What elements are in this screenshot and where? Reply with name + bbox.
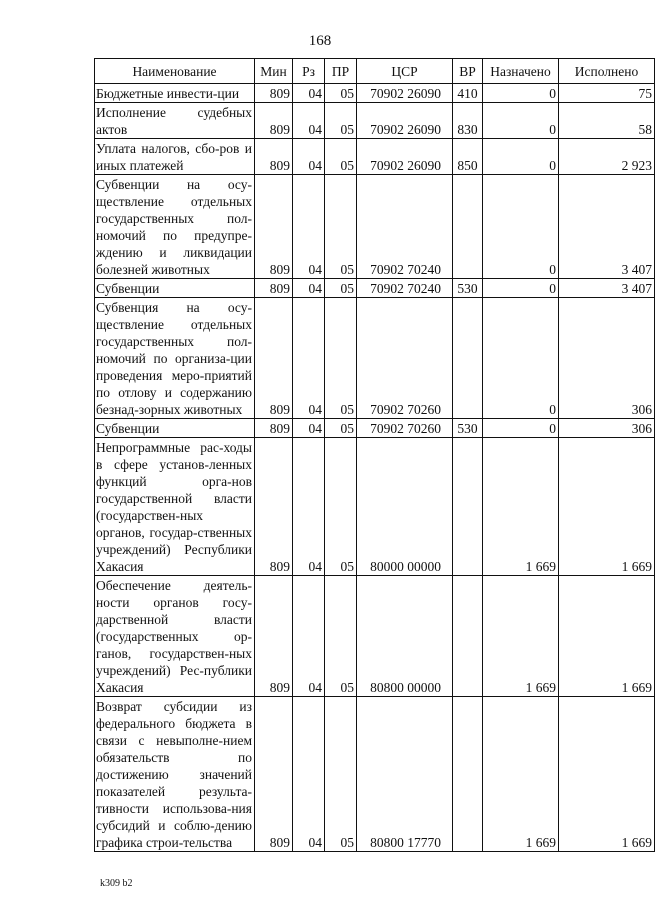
- cell-pr: 05: [325, 438, 357, 576]
- cell-vr: [453, 697, 483, 852]
- cell-rz: 04: [293, 576, 325, 697]
- cell-min: 809: [255, 103, 293, 139]
- cell-rz: 04: [293, 139, 325, 175]
- cell-assigned: 1 669: [483, 438, 559, 576]
- table-row: [95, 419, 655, 438]
- cell-assigned: 0: [483, 419, 559, 438]
- budget-table: [94, 58, 655, 852]
- cell-vr: [453, 175, 483, 279]
- cell-name: Субвенция на осу-ществление отдельных государственных пол-номочий по организа-ции проведения меро-приятий по отлову и содержанию безнад-зорных животных: [95, 298, 255, 419]
- col-header-pr: ПР: [325, 59, 357, 84]
- cell-name: Субвенции: [95, 279, 255, 298]
- cell-executed: 75: [559, 84, 655, 103]
- cell-rz: 04: [293, 84, 325, 103]
- col-header-assigned: Назначено: [483, 59, 559, 84]
- col-header-executed: Исполнено: [559, 59, 655, 84]
- col-header-csr: ЦСР: [357, 59, 453, 84]
- cell-assigned: 1 669: [483, 576, 559, 697]
- cell-min: 809: [255, 438, 293, 576]
- page-number: 168: [308, 33, 332, 49]
- cell-rz: 04: [293, 438, 325, 576]
- cell-executed: 58: [559, 103, 655, 139]
- table-row: [95, 139, 655, 175]
- cell-rz: 04: [293, 279, 325, 298]
- cell-csr: 70902 70240: [357, 175, 453, 279]
- col-header-rz: Рз: [293, 59, 325, 84]
- cell-pr: 05: [325, 298, 357, 419]
- cell-rz: 04: [293, 103, 325, 139]
- cell-executed: 3 407: [559, 279, 655, 298]
- cell-vr: 530: [453, 419, 483, 438]
- budget-table-wrapper: [94, 58, 652, 852]
- cell-vr: 850: [453, 139, 483, 175]
- cell-rz: 04: [293, 298, 325, 419]
- cell-name: Субвенции на осу-ществление отдельных государственных пол-номочий по предупре-ждению и ликвидации болезней животных: [95, 175, 255, 279]
- cell-assigned: 0: [483, 298, 559, 419]
- cell-csr: 70902 26090: [357, 103, 453, 139]
- cell-min: 809: [255, 84, 293, 103]
- cell-name: Исполнение судебных актов: [95, 103, 255, 139]
- cell-min: 809: [255, 175, 293, 279]
- table-row: [95, 84, 655, 103]
- col-header-name: Наименование: [95, 59, 255, 84]
- table-row: [95, 438, 655, 576]
- cell-pr: 05: [325, 576, 357, 697]
- cell-assigned: 0: [483, 84, 559, 103]
- cell-assigned: 1 669: [483, 697, 559, 852]
- cell-csr: 80000 00000: [357, 438, 453, 576]
- cell-executed: 1 669: [559, 576, 655, 697]
- cell-vr: [453, 438, 483, 576]
- cell-vr: 410: [453, 84, 483, 103]
- cell-csr: 70902 70260: [357, 419, 453, 438]
- cell-executed: 3 407: [559, 175, 655, 279]
- cell-vr: 530: [453, 279, 483, 298]
- cell-pr: 05: [325, 419, 357, 438]
- table-row: [95, 576, 655, 697]
- cell-name: Уплата налогов, сбо-ров и иных платежей: [95, 139, 255, 175]
- table-row: [95, 279, 655, 298]
- col-header-min: Мин: [255, 59, 293, 84]
- cell-rz: 04: [293, 175, 325, 279]
- cell-csr: 70902 70240: [357, 279, 453, 298]
- cell-min: 809: [255, 419, 293, 438]
- cell-csr: 70902 26090: [357, 139, 453, 175]
- cell-min: 809: [255, 298, 293, 419]
- cell-vr: 830: [453, 103, 483, 139]
- cell-name: Непрограммные рас-ходы в сфере установ-ленных функций орга-нов государственной власти (государствен-ных органов, государ-ственных учреждений) Республики Хакасия: [95, 438, 255, 576]
- cell-pr: 05: [325, 84, 357, 103]
- table-row: [95, 103, 655, 139]
- cell-csr: 70902 70260: [357, 298, 453, 419]
- cell-assigned: 0: [483, 279, 559, 298]
- cell-rz: 04: [293, 419, 325, 438]
- table-row: [95, 697, 655, 852]
- table-body: [95, 84, 655, 852]
- cell-min: 809: [255, 139, 293, 175]
- cell-pr: 05: [325, 279, 357, 298]
- cell-rz: 04: [293, 697, 325, 852]
- cell-name: Возврат субсидии из федерального бюджета в связи с невыполне-нием обязательств по достижению значений показателей результа-тивности использова-ния субсидий и соблю-дению графика строи-тельства: [95, 697, 255, 852]
- table-row: [95, 175, 655, 279]
- cell-executed: 1 669: [559, 697, 655, 852]
- table-header-row: [95, 59, 655, 84]
- cell-executed: 1 669: [559, 438, 655, 576]
- cell-min: 809: [255, 576, 293, 697]
- cell-name: Бюджетные инвести-ции: [95, 84, 255, 103]
- cell-assigned: 0: [483, 139, 559, 175]
- cell-min: 809: [255, 279, 293, 298]
- cell-pr: 05: [325, 103, 357, 139]
- cell-pr: 05: [325, 139, 357, 175]
- table-row: [95, 298, 655, 419]
- cell-min: 809: [255, 697, 293, 852]
- cell-executed: 306: [559, 298, 655, 419]
- cell-executed: 306: [559, 419, 655, 438]
- cell-vr: [453, 576, 483, 697]
- cell-name: Обеспечение деятель-ности органов госу-дарственной власти (государственных ор-ганов, государствен-ных учреждений) Рес-публики Хакасия: [95, 576, 255, 697]
- cell-vr: [453, 298, 483, 419]
- cell-pr: 05: [325, 697, 357, 852]
- cell-assigned: 0: [483, 103, 559, 139]
- cell-name: Субвенции: [95, 419, 255, 438]
- cell-csr: 70902 26090: [357, 84, 453, 103]
- cell-pr: 05: [325, 175, 357, 279]
- cell-csr: 80800 17770: [357, 697, 453, 852]
- footer-code: k309 b2: [100, 878, 133, 889]
- cell-assigned: 0: [483, 175, 559, 279]
- cell-executed: 2 923: [559, 139, 655, 175]
- cell-csr: 80800 00000: [357, 576, 453, 697]
- col-header-vr: ВР: [453, 59, 483, 84]
